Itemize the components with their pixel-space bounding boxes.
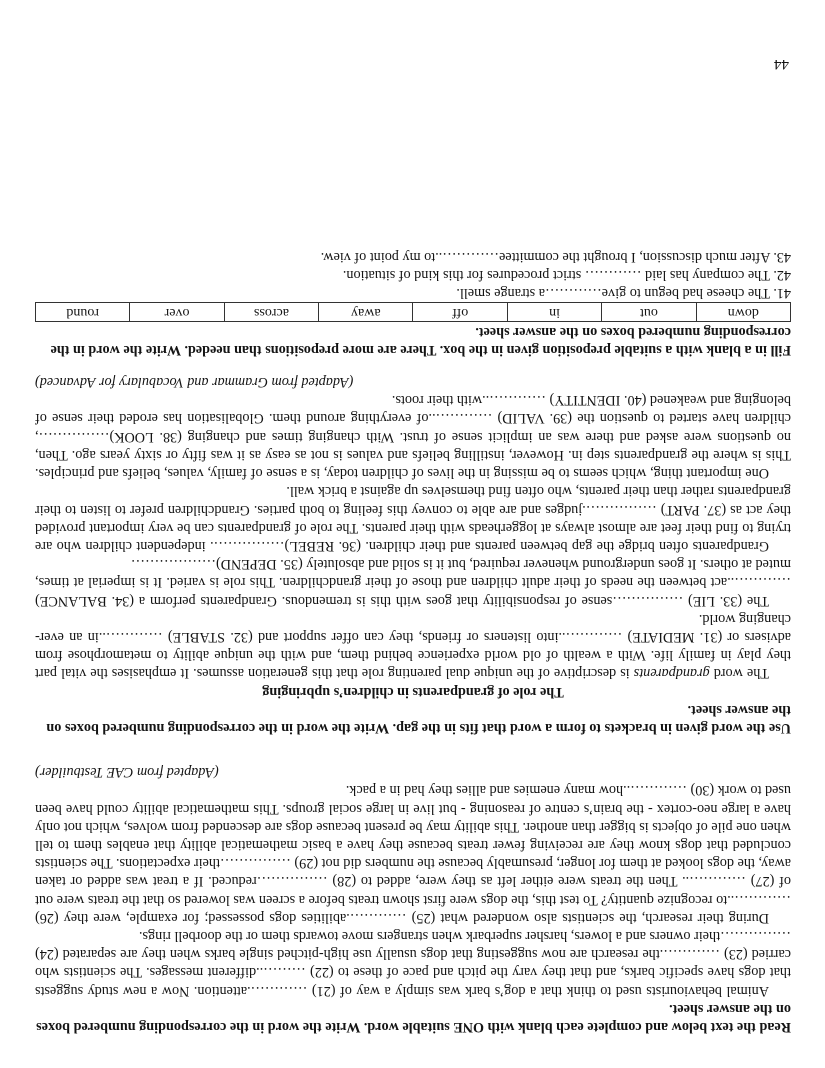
word-cell: away xyxy=(319,303,413,322)
section1-credit: (Adapted from CAE Testbuilder) xyxy=(35,764,219,781)
word-cell: across xyxy=(224,303,318,322)
question-43: 43. After much discussion, I brought the committee…………..to my point of view. xyxy=(320,248,791,265)
question-42: 42. The company has laid ………… strict procedures for this kind of situation. xyxy=(342,267,791,284)
section2-paragraph-4: One important thing, which seems to be missing in the lives of children today, is a sense of family, values, beliefs and principles. This is where the grandparents step in. However, instilling beliefs and values is not as easy as it was fifty or sixty years ago. Then, no questions were asked and there was an implicit sense of trust. With changing times and changing (38. LOOK)……………, children have started to question the (39. VALID) …………..of everything around them. Globalisation has eroded their sense of belonging and weakened (40. IDENTITY) …………..with their roots. xyxy=(35,392,791,482)
page-content xyxy=(35,248,791,1036)
word-cell: down xyxy=(696,303,790,322)
preposition-box xyxy=(35,302,791,322)
section3-instruction: Fill in a blank with a suitable preposition given in the box. There are more prepositions than needed. Write the word in the corresponding numbered boxes on the answer sheet. xyxy=(50,323,791,358)
section2-instruction: Use the word given in brackets to form a word that fits in the gap. Write the word in the corresponding numbered boxes on the answer sheet. xyxy=(46,701,791,736)
p1-em: grandparents xyxy=(633,665,710,682)
word-cell: out xyxy=(602,303,696,322)
p1-post: is descriptive of the unique dual parenting role that this generation assumes. It emphasises the vital part they play in family life. With a wealth of old world experience behind them, and with the unique ability to metamorphose from advisers or (31. MEDIATE) …………..into listeners or friends, they can offer support and (32. STABLE) …………..in an ever-changing world. xyxy=(34,610,791,682)
question-41: 41. The cheese had begun to give…………a strange smell. xyxy=(456,285,791,302)
section2-paragraph-3: Grandparents often bridge the gap between parents and their children. (36. REBEL)……………. independent children who are trying to find their feet are almost always at loggerheads with their parents. The role of grandparents can be very important provided they act as (37. PART) …………….judges and are able to convey this feeling to both parties. Grandchildren prefer to listen to their grandparents rather than their parents, who often find themselves up against a brick wall. xyxy=(35,483,791,554)
section2-paragraph-2: The (33. LIE) ……………sense of responsibility that goes with this is tremendous. Grandparents perform a (34. BALANCE) …………..act between the needs of their adult children and those of their grandchildren. This role is varied. It is imperial at times, muted at others. It goes underground whenever required, but it is solid and absolutely (35. DEPEND)……………… xyxy=(35,556,791,609)
word-cell: over xyxy=(130,303,224,322)
word-cell: off xyxy=(413,303,507,322)
section2-credit: (Adapted from Grammar and Vocabulary for Advanced) xyxy=(35,374,354,391)
word-cell: round xyxy=(36,303,130,322)
section2-title: The role of grandparents in children’s upbringing xyxy=(262,683,564,700)
p1-pre: The word xyxy=(709,665,769,682)
section2-paragraph-1 xyxy=(35,610,791,683)
section1-paragraph-1: Animal behaviourists used to think that a dog’s bark was simply a way of (21) ………….attention. Now a new study suggests that dogs have specific barks, and that they vary the pitch and pace of these to (22) ………..different messages. The scientists who carried (23) ………….the research are now suggesting that dogs usually use high-pitched single barks when they are separated (24) ……………their owners and a lowers, harsher superbark when strangers move towards them or the doorbell rings. xyxy=(35,927,791,999)
page-number: 44 xyxy=(774,56,789,72)
section1-paragraph-2: During their research, the scientists also wondered what (25) ………….abilities dogs possessed; for example, were they (26) …………..to recognize quantity? To test this, the dogs were first shown treats before a screen was lowered so that the treats were out of (27) ………….. Then the treats were either left as they were, added to (28) ……………reduced. If a treat was added or taken away, the dogs looked at them for longer, presumably because the numbers did not (29) ……………their expectations. The scientists concluded that dogs know they are receiving fewer treats because they have a basic mathematical ability that enables them to tell when one pile of objects is bigger than another. This ability may be present because dogs are descended from wolves, which not only have a large neo-cortex - the brain’s centre of reasoning - but live in large social groups. This mathematical ability could have been used to work (30) …………..how many enemies and allies they had in a pack. xyxy=(35,782,791,926)
word-cell: in xyxy=(507,303,601,322)
section1-instruction: Read the text below and complete each blank with ONE suitable word. Write the word in the corresponding numbered boxes on the answer sheet. xyxy=(36,1000,791,1035)
